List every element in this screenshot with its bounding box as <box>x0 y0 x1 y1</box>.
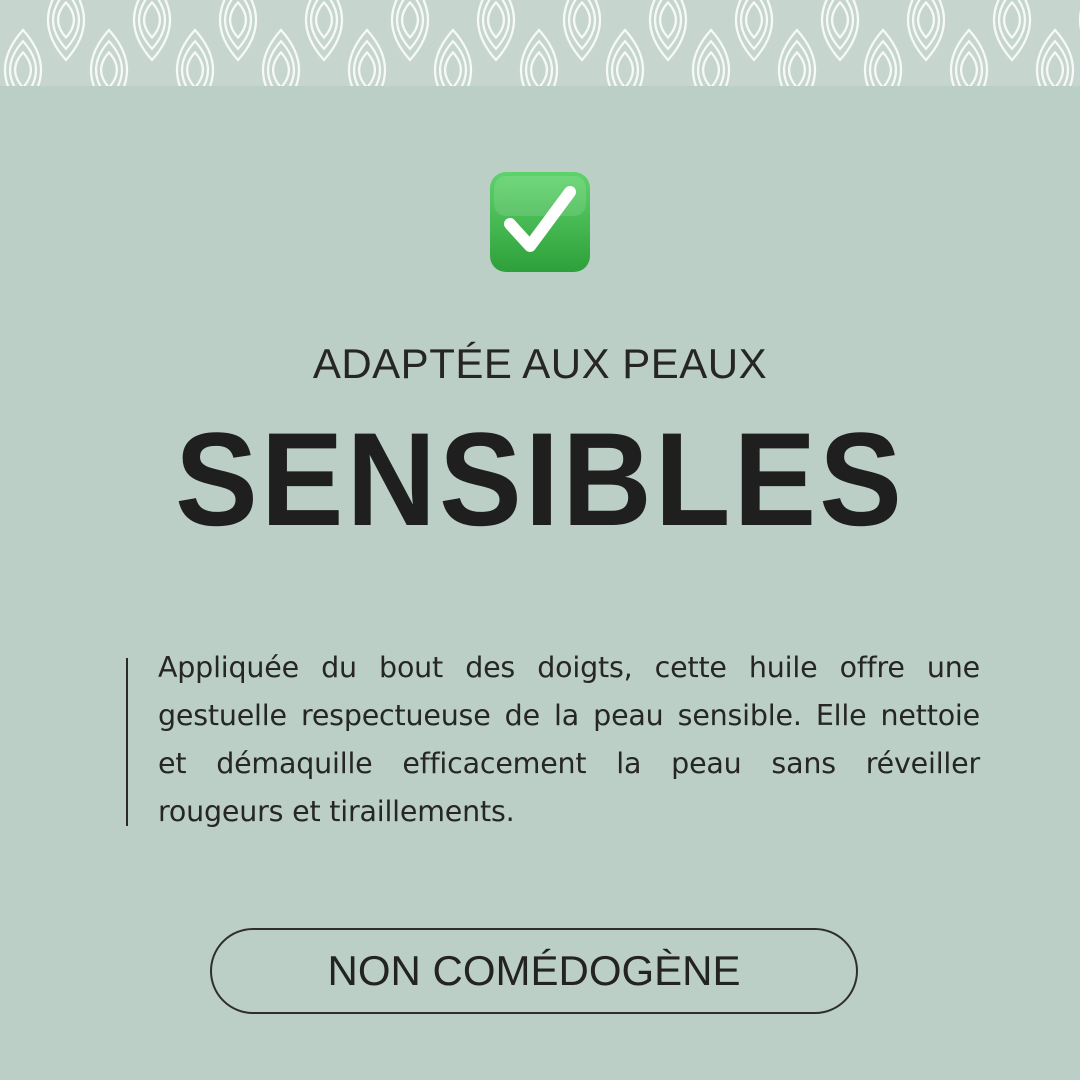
leaf-motif <box>736 0 772 60</box>
leaf-pattern-banner <box>0 0 1080 86</box>
leaf-motif <box>908 0 944 60</box>
description-text: Appliquée du bout des doigts, cette huile offre une gestuelle respectueuse de la peau sensible. Elle nettoie et démaquille efficacement la peau sans réveiller rougeurs et tiraillements. <box>158 651 980 828</box>
leaf-motif <box>48 0 84 60</box>
leaf-motif <box>521 30 557 86</box>
leaf-motif <box>435 30 471 86</box>
leaf-motif <box>564 0 600 60</box>
leaf-motif <box>392 0 428 60</box>
leaf-motif <box>134 0 170 60</box>
check-mark-icon <box>488 170 592 274</box>
leaf-motif <box>607 30 643 86</box>
leaf-motif <box>91 30 127 86</box>
leaf-motif <box>1037 30 1073 86</box>
leaf-motif <box>5 30 41 86</box>
leaf-motif <box>650 0 686 60</box>
leaf-motif <box>994 0 1030 60</box>
leaf-motif <box>177 30 213 86</box>
headline: SENSIBLES <box>175 406 905 554</box>
leaf-motif <box>306 0 342 60</box>
non-comedogenic-badge: NON COMÉDOGÈNE <box>210 928 858 1014</box>
leaf-motif <box>478 0 514 60</box>
subtitle: ADAPTÉE AUX PEAUX <box>312 340 768 387</box>
leaf-motif <box>349 30 385 86</box>
leaf-motif <box>822 0 858 60</box>
leaf-motif <box>263 30 299 86</box>
quote-bar <box>126 658 128 826</box>
leaf-motif <box>951 30 987 86</box>
leaf-motif <box>220 0 256 60</box>
leaf-motif <box>693 30 729 86</box>
leaf-motif <box>779 30 815 86</box>
leaf-motif <box>865 30 901 86</box>
